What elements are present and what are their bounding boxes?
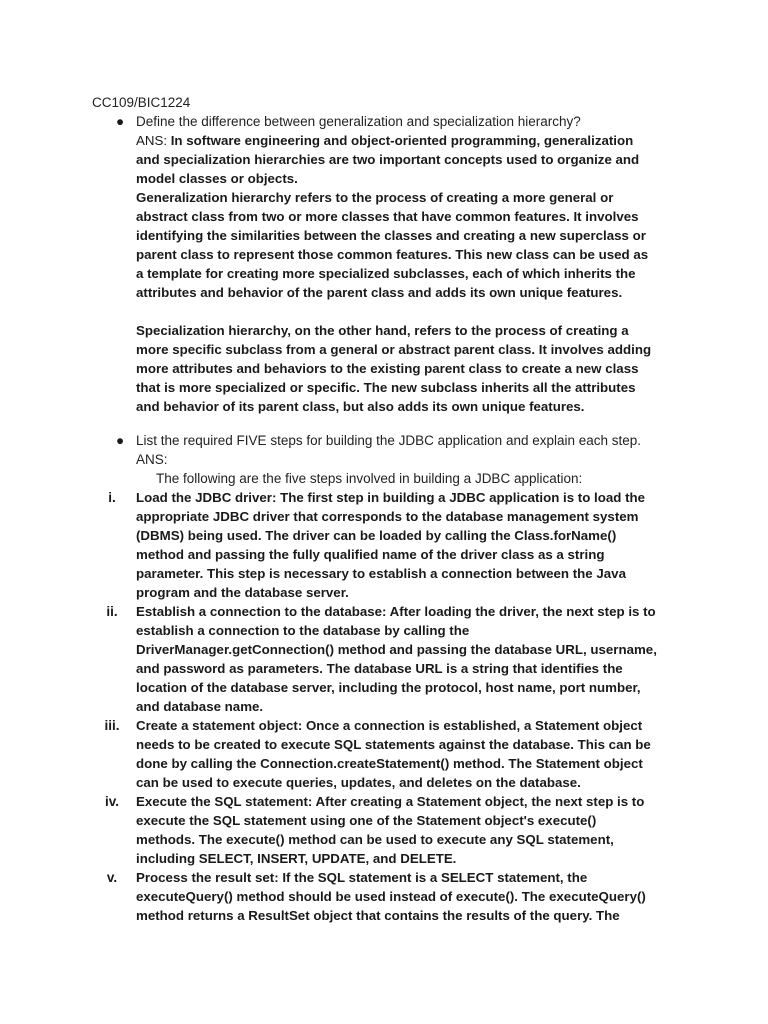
text-line: needs to be created to execute SQL statements against the database. This can be [136, 737, 651, 752]
answer-1-first-line [136, 131, 696, 150]
text-line: including SELECT, INSERT, UPDATE, and DELETE. [136, 851, 457, 866]
text-line: execute the SQL statement using one of the Statement object's execute() [136, 813, 597, 828]
text-line: Establish a connection to the database: After loading the driver, the next step is to [136, 604, 656, 619]
specialization-paragraph [136, 321, 696, 416]
text-line: and specialization hierarchies are two important concepts used to organize and [136, 152, 640, 167]
text-line: and database name. [136, 699, 264, 714]
step-marker: ii. [106, 604, 118, 619]
step-marker: iv. [104, 794, 119, 809]
step-2-establish-connection [136, 602, 696, 716]
text-line: identifying the similarities between the classes and creating a new superclass or [136, 228, 646, 243]
question-2: List the required FIVE steps for building the JDBC application and explain each step. [136, 433, 642, 448]
step-marker: v. [106, 870, 118, 885]
text-line: that is more specialized or specific. The new subclass inherits all the attributes [136, 380, 636, 395]
text-line: method returns a ResultSet object that contains the results of the query. The [136, 908, 620, 923]
text-line: DriverManager.getConnection() method and passing the database URL, username, [136, 642, 657, 657]
answer-label: ANS: [136, 133, 171, 148]
text-line: a template for creating more specialized subclasses, each of which inherits the [136, 266, 636, 281]
text-line: Create a statement object: Once a connection is established, a Statement object [136, 718, 643, 733]
step-marker: iii. [104, 718, 120, 733]
text-line: (DBMS) being used. The driver can be loaded by calling the Class.forName() [136, 528, 617, 543]
answer-1-intro-lines [136, 150, 696, 188]
bullet-icon: ● [116, 433, 125, 448]
generalization-paragraph [136, 188, 696, 302]
text-line: appropriate JDBC driver that corresponds to the database management system [136, 509, 639, 524]
text-line: and password as parameters. The database URL is a string that identifies the [136, 661, 623, 676]
text-line: Specialization hierarchy, on the other hand, refers to the process of creating a [136, 323, 629, 338]
answer-1 [136, 131, 696, 416]
step-marker: i. [108, 490, 116, 505]
text-line: Execute the SQL statement: After creating a Statement object, the next step is to [136, 794, 645, 809]
answer-1-intro: In software engineering and object-oriented programming, generalization [170, 133, 634, 148]
answer-2-intro: The following are the five steps involved in building a JDBC application: [156, 471, 583, 486]
text-line: parameter. This step is necessary to establish a connection between the Java [136, 566, 626, 581]
text-line: and behavior of its parent class, but also adds its own unique features. [136, 399, 585, 414]
text-line: Generalization hierarchy refers to the process of creating a more general or [136, 190, 614, 205]
text-line: can be used to execute queries, updates, and deletes on the database. [136, 775, 581, 790]
bullet-icon: ● [116, 114, 125, 129]
text-line: program and the database server. [136, 585, 349, 600]
answer-2-label: ANS: [136, 452, 168, 467]
step-3-create-statement [136, 716, 696, 792]
course-code: CC109/BIC1224 [92, 95, 191, 110]
question-1: Define the difference between generalization and specialization hierarchy? [136, 114, 581, 129]
text-line: parent class to represent those common features. This new class can be used as [136, 247, 649, 262]
text-line: abstract class from two or more classes that have common features. It involves [136, 209, 639, 224]
text-line: executeQuery() method should be used instead of execute(). The executeQuery() [136, 889, 646, 904]
text-line: more specific subclass from a general or abstract parent class. It involves adding [136, 342, 652, 357]
text-line: establish a connection to the database by calling the [136, 623, 470, 638]
step-5-process-result-set [136, 868, 696, 925]
text-line: Process the result set: If the SQL statement is a SELECT statement, the [136, 870, 588, 885]
step-1-load-driver [136, 488, 696, 602]
text-line: done by calling the Connection.createStatement() method. The Statement object [136, 756, 643, 771]
paragraph-spacer [136, 302, 696, 321]
step-4-execute-sql [136, 792, 696, 868]
text-line: model classes or objects. [136, 171, 298, 186]
text-line: attributes and behavior of the parent class and adds its own unique features. [136, 285, 623, 300]
text-line: method and passing the fully qualified name of the driver class as a string [136, 547, 605, 562]
text-line: location of the database server, including the protocol, host name, port number, [136, 680, 641, 695]
text-line: Load the JDBC driver: The first step in building a JDBC application is to load the [136, 490, 646, 505]
text-line: methods. The execute() method can be used to execute any SQL statement, [136, 832, 614, 847]
text-line: more attributes and behaviors to the existing parent class to create a new class [136, 361, 639, 376]
